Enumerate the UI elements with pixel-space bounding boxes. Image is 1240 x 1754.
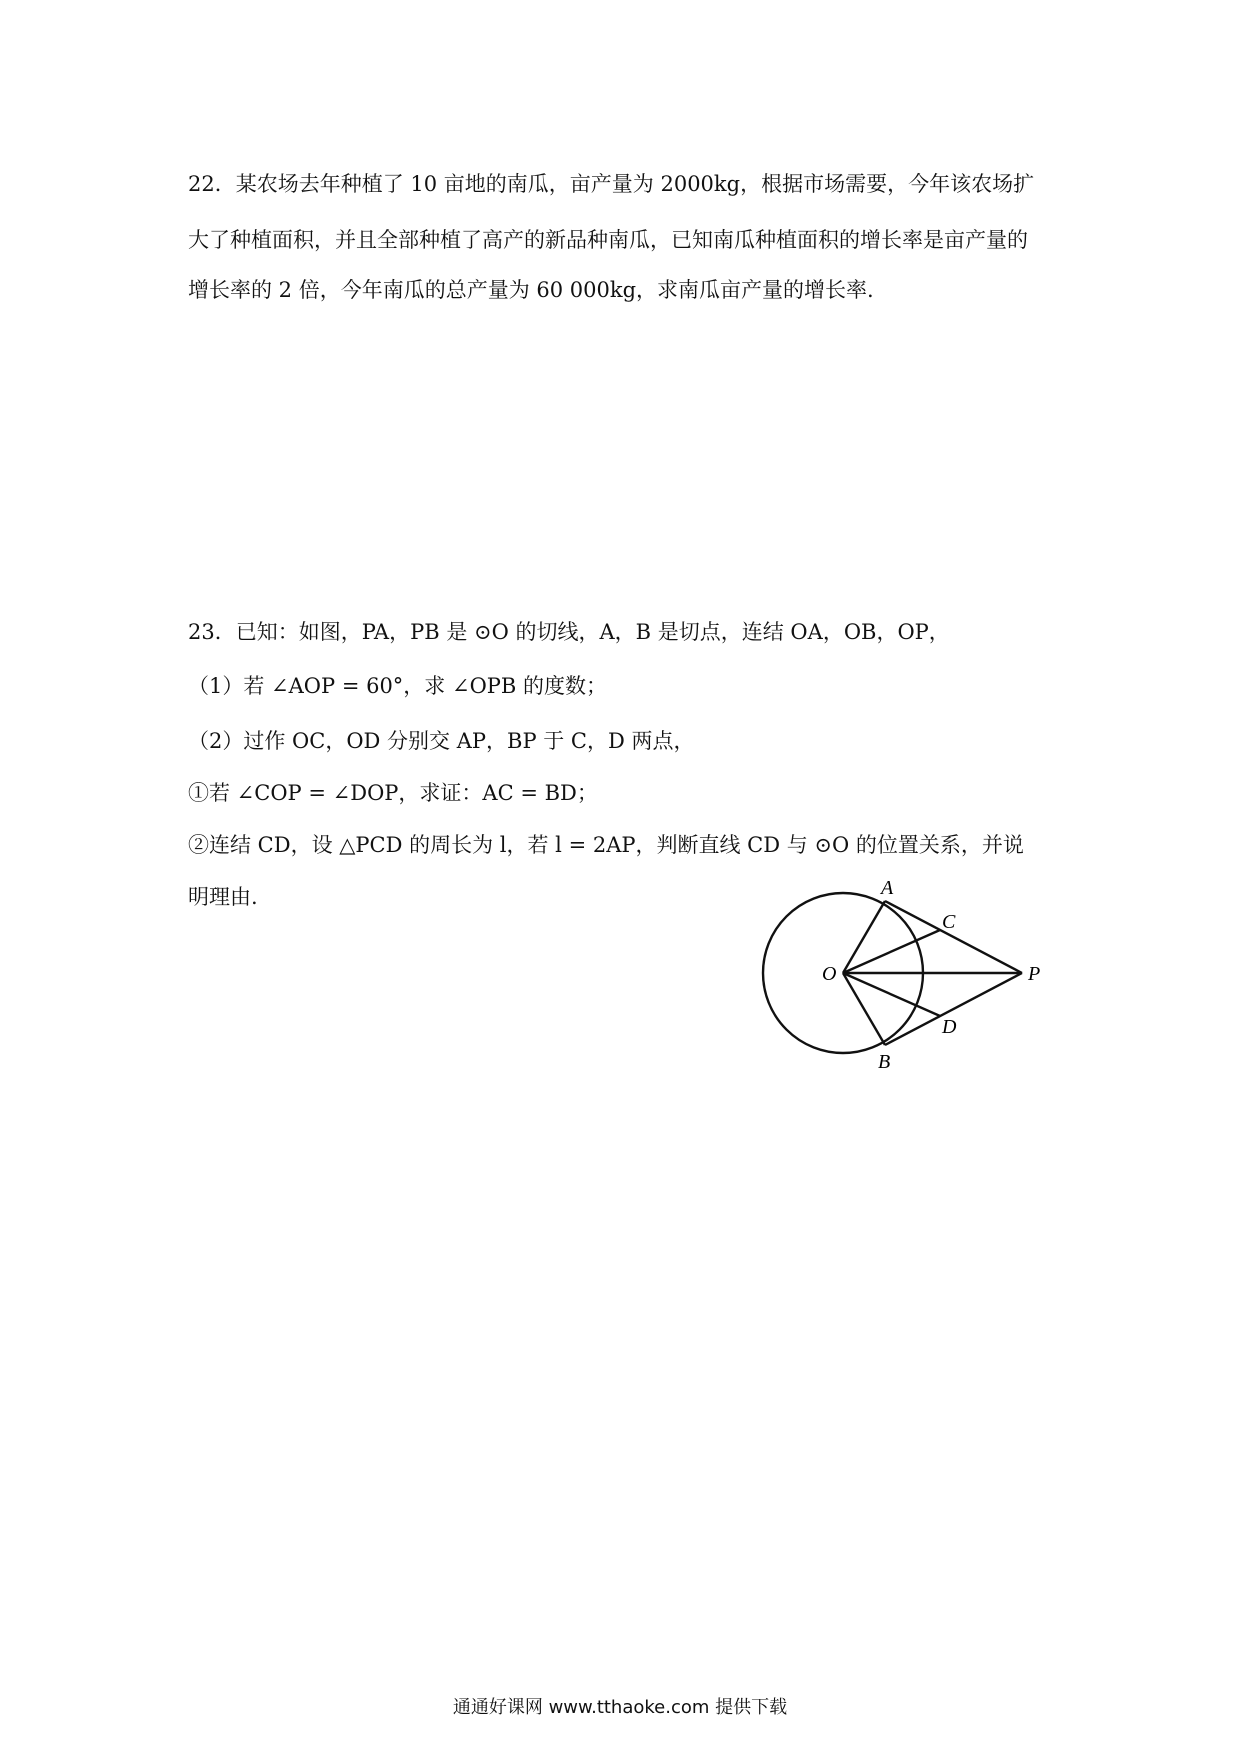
q23-sub-2: ②连结 CD，设 △PCD 的周长为 l，若 l = 2AP，判断直线 CD 与 ⊙O 的位置关系，并说	[188, 833, 1024, 857]
segment-ob	[843, 973, 885, 1045]
q23-line-1: 23．已知：如图，PA，PB 是 ⊙O 的切线，A，B 是切点，连结 OA，OB，OP，	[188, 620, 950, 644]
label-a: A	[881, 877, 894, 899]
q23-sub-1: ①若 ∠COP = ∠DOP，求证：AC = BD；	[188, 781, 598, 805]
label-p: P	[1028, 963, 1041, 985]
segment-oc	[843, 930, 940, 973]
label-d: D	[942, 1016, 957, 1038]
circle-tangent-figure	[760, 870, 1060, 1080]
q22-line-1: 22．某农场去年种植了 10 亩地的南瓜，亩产量为 2000kg，根据市场需要，今年该农场扩	[188, 172, 1035, 196]
q23-sub-2-continued: 明理由.	[188, 885, 258, 909]
q22-line-2: 大了种植面积，并且全部种植了高产的新品种南瓜，已知南瓜种植面积的增长率是亩产量的	[188, 228, 1028, 252]
label-b: B	[878, 1051, 891, 1073]
label-o: O	[822, 963, 837, 985]
segment-oa	[843, 901, 885, 973]
label-c: C	[942, 911, 956, 933]
q22-line-3: 增长率的 2 倍，今年南瓜的总产量为 60 000kg，求南瓜亩产量的增长率.	[188, 278, 874, 302]
q23-part-1: （1）若 ∠AOP = 60°，求 ∠OPB 的度数；	[188, 674, 608, 698]
segment-od	[843, 973, 940, 1016]
page-footer: 通通好课网 www.tthaoke.com 提供下载	[452, 1697, 788, 1718]
q23-part-2: （2）过作 OC，OD 分别交 AP，BP 于 C，D 两点，	[188, 729, 695, 753]
